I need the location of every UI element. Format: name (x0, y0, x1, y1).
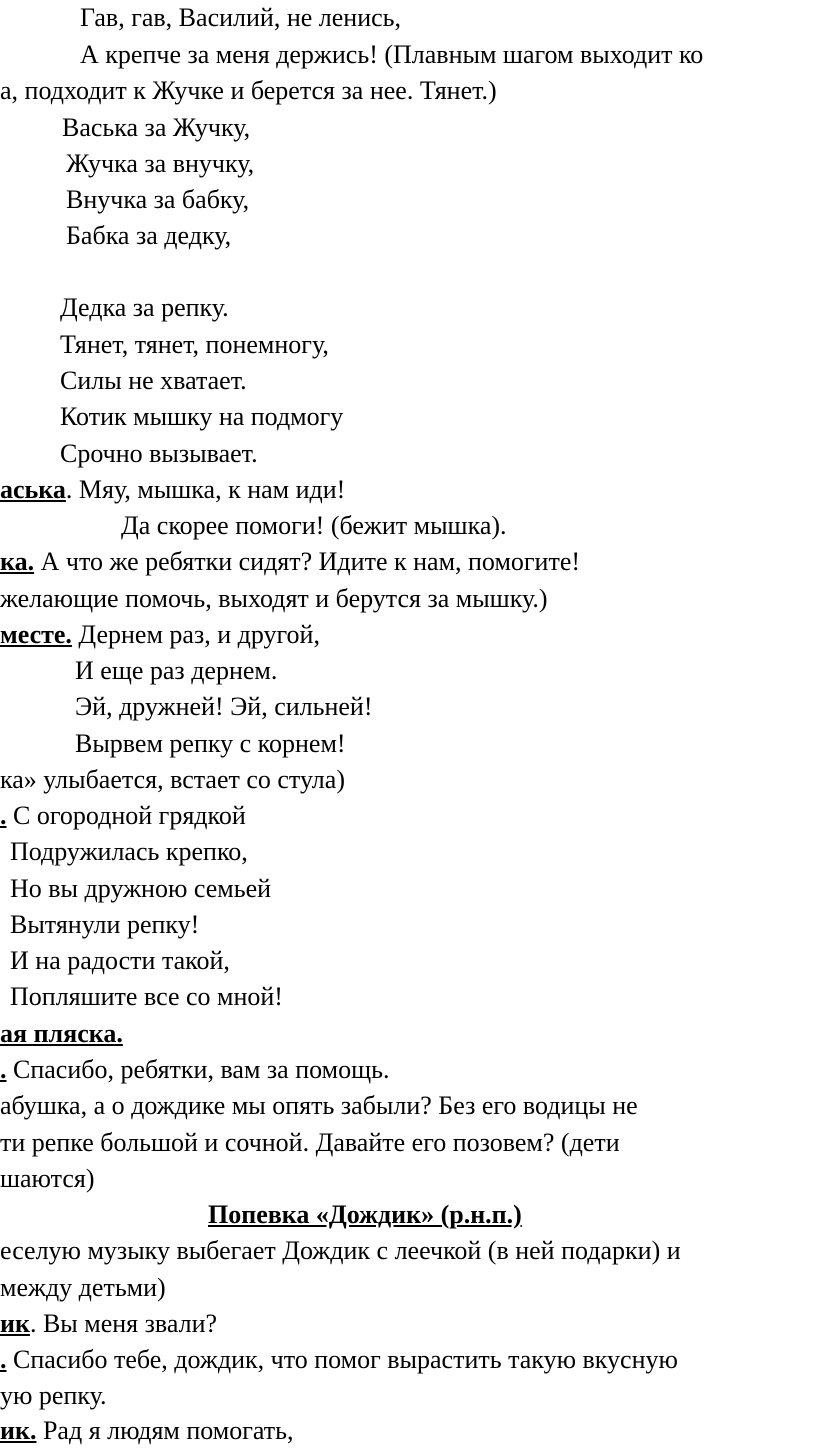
dialogue-line (0, 1055, 389, 1085)
dialogue-text: А что же ребятки сидят? Идите к нам, помогите! (34, 547, 581, 576)
speaker-label: . (0, 1055, 7, 1084)
verse-line: Бабка за дедку, (66, 221, 232, 250)
speaker-label: месте. (0, 620, 72, 649)
speaker-label: . (0, 801, 7, 830)
verse-line: Попляшите все со мной! (10, 982, 283, 1011)
verse-line: Гав, гав, Василий, не ленись, (80, 3, 402, 32)
dialogue-line (0, 547, 580, 577)
verse-line: Вытянули репку! (10, 910, 200, 939)
dialogue-text: Дернем раз, и другой, (71, 620, 320, 649)
verse-line: Жучка за внучку, (66, 149, 255, 178)
dialogue-text: Спасибо тебе, дождик, что помог вырастить такую вкусную (6, 1345, 678, 1374)
dialogue-line (0, 620, 320, 650)
verse-line: Да скорее помоги! (бежит мышка). (121, 511, 507, 540)
verse-line: Силы не хватает. (60, 366, 247, 395)
dialogue-text: . Мяу, мышка, к нам иди! (65, 475, 346, 504)
dialogue-text: Спасибо, ребятки, вам за помощь. (6, 1055, 390, 1084)
dialogue-line: ую репку. (0, 1381, 107, 1410)
dialogue-line (0, 475, 345, 505)
speaker-label: аська (0, 475, 66, 504)
dialogue-line: абушка, а о дождике мы опять забыли? Без его водицы не (0, 1091, 638, 1120)
stage-direction: еселую музыку выбегает Дождик с леечкой (в ней подарки) и (0, 1236, 681, 1265)
speaker-label: ик. (0, 1416, 37, 1445)
dialogue-text: . Вы меня звали? (29, 1309, 218, 1338)
stage-direction: ка» улыбается, встает со стула) (0, 765, 345, 794)
speaker-label: ик (0, 1309, 30, 1338)
dialogue-line: ти репке большой и сочной. Давайте его позовем? (дети (0, 1128, 620, 1157)
speaker-label: . (0, 1345, 7, 1374)
section-heading: ая пляска. (0, 1019, 123, 1048)
verse-line: И еще раз дернем. (75, 656, 278, 685)
dialogue-text: С огородной грядкой (6, 801, 246, 830)
dialogue-line (0, 1345, 678, 1375)
dialogue-line (0, 1416, 294, 1446)
stage-direction: желающие помочь, выходят и берутся за мышку.) (0, 584, 548, 613)
verse-line: Внучка за бабку, (66, 185, 250, 214)
stage-direction: а, подходит к Жучке и берется за нее. Тянет.) (0, 76, 497, 105)
dialogue-text: Рад я людям помогать, (36, 1416, 294, 1445)
verse-line: Подружилась крепко, (10, 837, 248, 866)
speaker-label: ка. (0, 547, 35, 576)
verse-line: А крепче за меня держись! (Плавным шагом выходит ко (80, 40, 704, 69)
stage-direction: между детьми) (0, 1273, 166, 1302)
verse-line: Но вы дружною семьей (10, 874, 272, 903)
dialogue-line (0, 801, 246, 831)
song-title: Попевка «Дождик» (р.н.п.) (208, 1200, 522, 1229)
verse-line: Эй, дружней! Эй, сильней! (75, 692, 373, 721)
verse-line: Срочно вызывает. (60, 439, 258, 468)
verse-line: И на радости такой, (10, 946, 230, 975)
dialogue-line (0, 1309, 217, 1339)
verse-line: Вырвем репку с корнем! (75, 729, 346, 758)
verse-line: Котик мышку на подмогу (60, 402, 344, 431)
verse-line: Тянет, тянет, понемногу, (60, 330, 329, 359)
verse-line: Дедка за репку. (60, 293, 229, 322)
dialogue-line: шаются) (0, 1164, 95, 1193)
verse-line: Васька за Жучку, (62, 113, 251, 142)
